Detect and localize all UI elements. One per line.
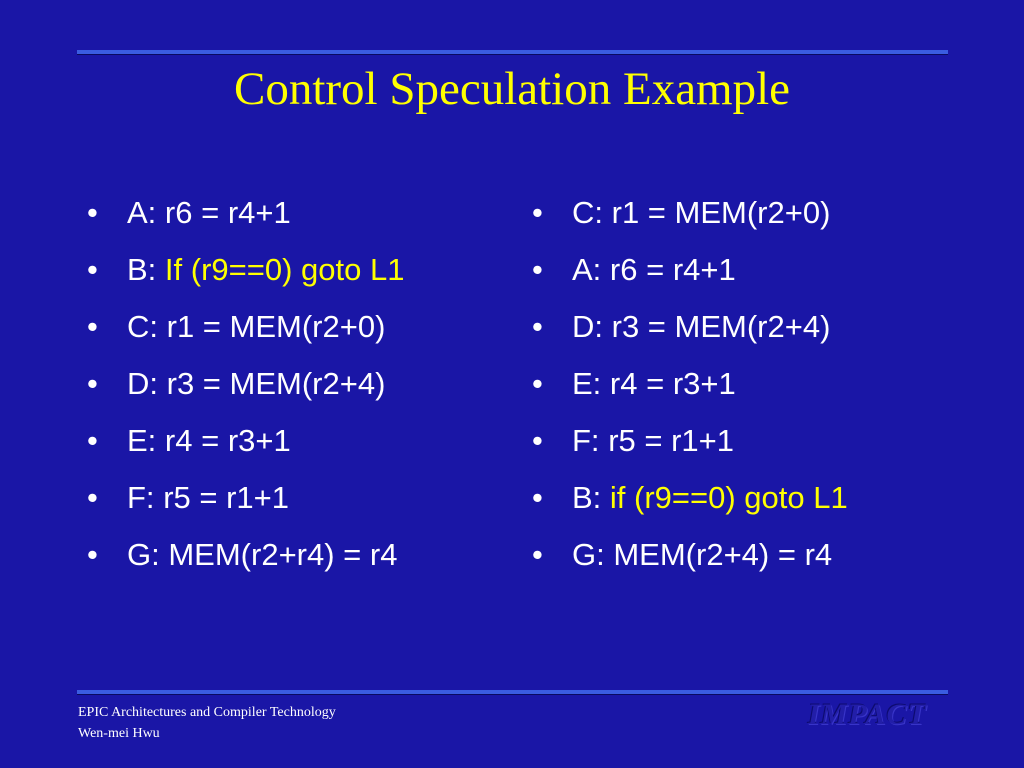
item-label: E: [572, 366, 602, 401]
bullet-icon: • [87, 480, 98, 515]
item-label: F: [572, 423, 600, 458]
bullet-icon: • [87, 195, 98, 230]
right-column-list [532, 188, 848, 587]
item-code: r1 = MEM(r2+0) [166, 309, 386, 344]
item-code: MEM(r2+4) = r4 [613, 537, 833, 572]
list-item [532, 416, 848, 473]
bottom-divider [77, 690, 948, 694]
item-label: A: [572, 252, 602, 287]
item-code: r6 = r4+1 [609, 252, 736, 287]
list-item [532, 530, 848, 587]
item-code: r3 = MEM(r2+4) [166, 366, 386, 401]
item-code-highlighted: If (r9==0) goto L1 [164, 252, 405, 287]
footer [78, 702, 336, 744]
bullet-icon: • [532, 423, 543, 458]
item-label: A: [127, 195, 157, 230]
bullet-icon: • [87, 537, 98, 572]
bullet-icon: • [532, 537, 543, 572]
item-label: G: [127, 537, 160, 572]
list-item [87, 302, 404, 359]
list-item [87, 188, 404, 245]
bullet-icon: • [87, 252, 98, 287]
item-label: E: [127, 423, 157, 458]
list-item [532, 188, 848, 245]
bullet-icon: • [87, 366, 98, 401]
left-column-list [87, 188, 404, 587]
list-item [87, 530, 404, 587]
bullet-icon: • [87, 423, 98, 458]
list-item [532, 359, 848, 416]
item-code: r5 = r1+1 [163, 480, 289, 515]
item-code: r4 = r3+1 [609, 366, 736, 401]
item-label: C: [572, 195, 603, 230]
bullet-icon: • [532, 309, 543, 344]
item-label: F: [127, 480, 155, 515]
item-code-highlighted: if (r9==0) goto L1 [609, 480, 848, 515]
bullet-icon: • [532, 366, 543, 401]
list-item [532, 473, 848, 530]
item-code: MEM(r2+r4) = r4 [168, 537, 398, 572]
footer-author: Wen-mei Hwu [78, 726, 160, 741]
item-label: B: [127, 252, 157, 287]
item-label: D: [127, 366, 158, 401]
item-code: r4 = r3+1 [164, 423, 291, 458]
top-divider [77, 50, 948, 54]
list-item [87, 473, 404, 530]
item-code: r3 = MEM(r2+4) [611, 309, 831, 344]
list-item [532, 245, 848, 302]
list-item [87, 359, 404, 416]
slide-title: Control Speculation Example [233, 63, 791, 115]
item-label: C: [127, 309, 158, 344]
bullet-icon: • [87, 309, 98, 344]
impact-logo: IMPACT [808, 698, 927, 731]
list-item [87, 416, 404, 473]
list-item [87, 245, 404, 302]
list-item [532, 302, 848, 359]
item-code: r6 = r4+1 [164, 195, 291, 230]
bullet-icon: • [532, 195, 543, 230]
bullet-icon: • [532, 480, 543, 515]
item-label: G: [572, 537, 605, 572]
item-code: r1 = MEM(r2+0) [611, 195, 831, 230]
item-label: B: [572, 480, 602, 515]
item-code: r5 = r1+1 [608, 423, 734, 458]
footer-course-title: EPIC Architectures and Compiler Technology [78, 705, 336, 720]
item-label: D: [572, 309, 603, 344]
bullet-icon: • [532, 252, 543, 287]
